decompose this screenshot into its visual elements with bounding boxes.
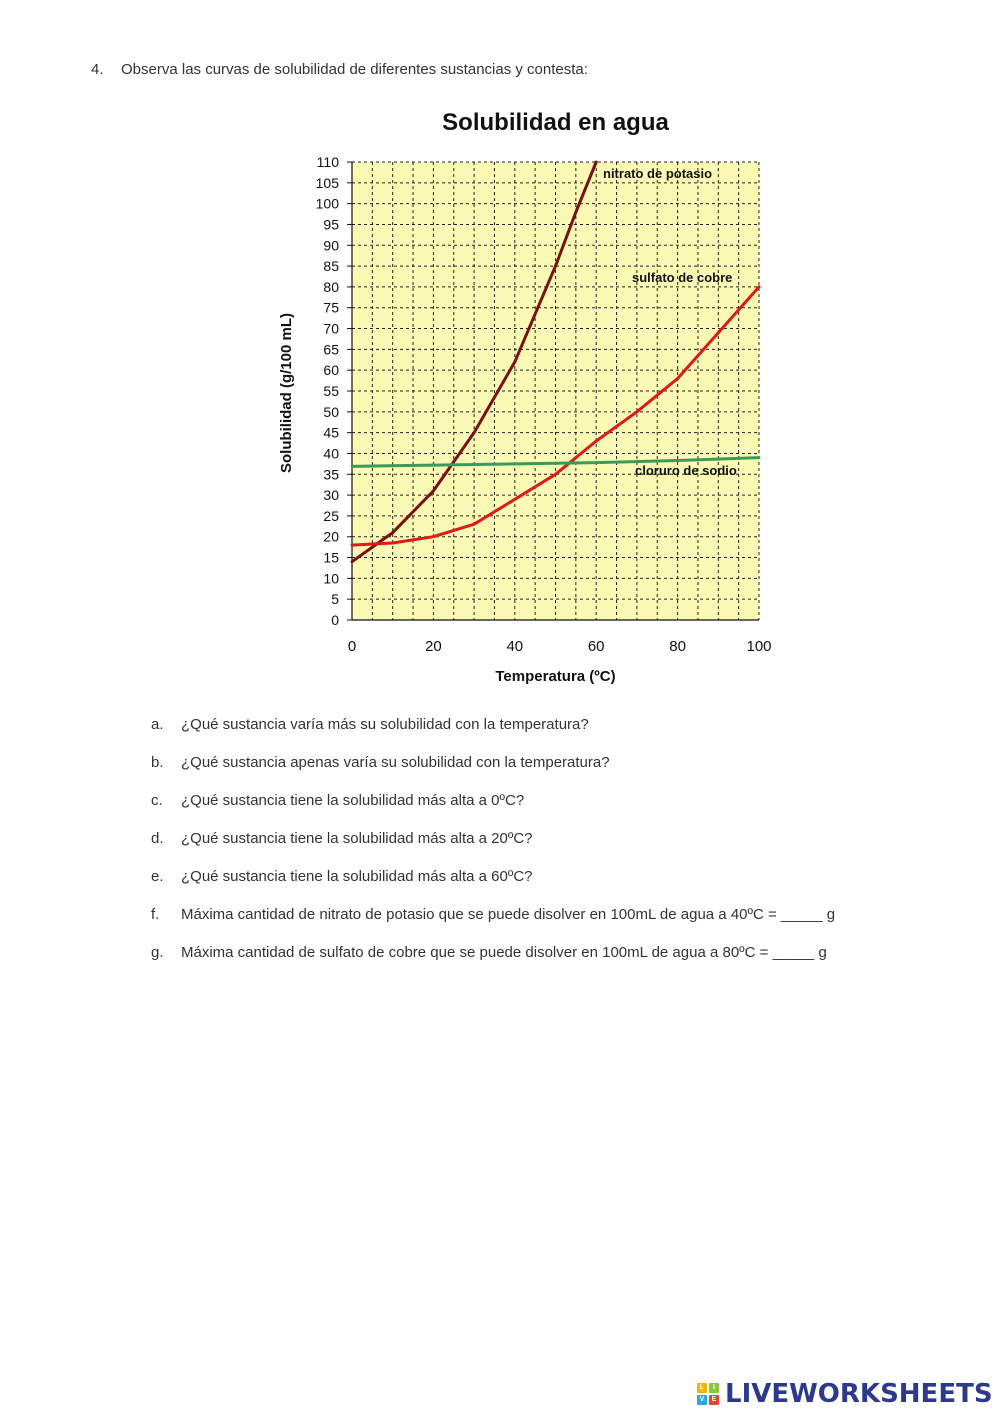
logo-block: I (709, 1383, 719, 1393)
x-tick-label: 20 (425, 638, 442, 655)
question-text: ¿Qué sustancia varía más su solubilidad con la temperatura? (181, 716, 589, 733)
chart-title: Solubilidad en agua (442, 109, 669, 136)
question-letter: c. (151, 792, 163, 809)
y-axis-label: Solubilidad (g/100 mL) (278, 312, 295, 474)
question-text: Máxima cantidad de sulfato de cobre que se puede disolver en 100mL de agua a 80ºC = _____ g (181, 944, 827, 961)
series-label: nitrato de potasio (603, 166, 713, 181)
question-item (151, 868, 931, 906)
logo-block: V (697, 1395, 707, 1405)
y-tick-label: 75 (323, 299, 339, 316)
question-letter: d. (151, 830, 164, 847)
x-tick-label: 100 (746, 638, 772, 655)
y-tick-label: 55 (323, 383, 339, 399)
y-tick-label: 5 (331, 591, 339, 608)
x-tick-label: 40 (506, 638, 524, 655)
x-tick-label: 0 (347, 638, 357, 655)
question-text: ¿Qué sustancia tiene la solubilidad más alta a 20ºC? (181, 830, 533, 847)
y-tick-label: 70 (323, 320, 339, 337)
question-item (151, 944, 931, 982)
y-tick-label: 100 (315, 195, 339, 212)
question-text: ¿Qué sustancia tiene la solubilidad más alta a 0ºC? (181, 792, 525, 809)
question-item (151, 906, 931, 944)
x-tick-label: 60 (587, 638, 605, 655)
question-text: ¿Qué sustancia tiene la solubilidad más alta a 60ºC? (181, 868, 533, 885)
y-tick-label: 35 (323, 466, 339, 483)
question-item (151, 716, 931, 754)
exercise-text: Observa las curvas de solubilidad de diferentes sustancias y contesta: (121, 61, 588, 78)
y-tick-label: 0 (331, 612, 339, 628)
question-letter: g. (151, 944, 164, 961)
y-tick-label: 110 (316, 154, 339, 170)
question-text: Máxima cantidad de nitrato de potasio que se puede disolver en 100mL de agua a 40ºC = _____ g (181, 906, 836, 923)
x-axis-label: Temperatura (ºC) (495, 668, 616, 685)
question-letter: b. (151, 754, 164, 771)
question-letter: e. (151, 868, 164, 885)
question-letter: a. (151, 716, 164, 733)
y-tick-label: 105 (315, 174, 339, 191)
y-tick-label: 25 (323, 507, 339, 524)
y-tick-label: 40 (323, 445, 339, 462)
y-tick-label: 15 (323, 549, 339, 566)
liveworksheets-logo (697, 1377, 993, 1411)
logo-text: LIVEWORKSHEETS (725, 1379, 993, 1409)
series-label: sulfato de cobre (632, 270, 733, 285)
logo-block: L (697, 1383, 707, 1393)
y-tick-label: 80 (323, 278, 339, 295)
x-tick-label: 80 (669, 638, 686, 655)
y-tick-label: 65 (323, 341, 339, 358)
y-tick-label: 30 (323, 487, 339, 504)
question-text: ¿Qué sustancia apenas varía su solubilidad con la temperatura? (181, 754, 610, 771)
y-tick-label: 95 (323, 216, 339, 233)
logo-blocks-icon (697, 1383, 719, 1405)
y-tick-label: 90 (323, 237, 339, 254)
question-item (151, 830, 931, 868)
y-tick-label: 45 (323, 424, 339, 441)
solubility-chart-svg (0, 0, 1000, 700)
question-item (151, 754, 931, 792)
y-tick-label: 50 (323, 403, 339, 420)
question-list (151, 716, 931, 982)
y-tick-label: 10 (323, 570, 339, 587)
solubility-chart (0, 0, 1000, 700)
y-tick-label: 20 (323, 528, 339, 545)
y-tick-label: 85 (323, 258, 339, 275)
exercise-number: 4. (91, 61, 104, 78)
question-letter: f. (151, 906, 160, 923)
logo-block: E (709, 1395, 719, 1405)
series-label: cloruro de sodio (635, 463, 737, 478)
question-item (151, 792, 931, 830)
y-tick-label: 60 (323, 362, 339, 379)
